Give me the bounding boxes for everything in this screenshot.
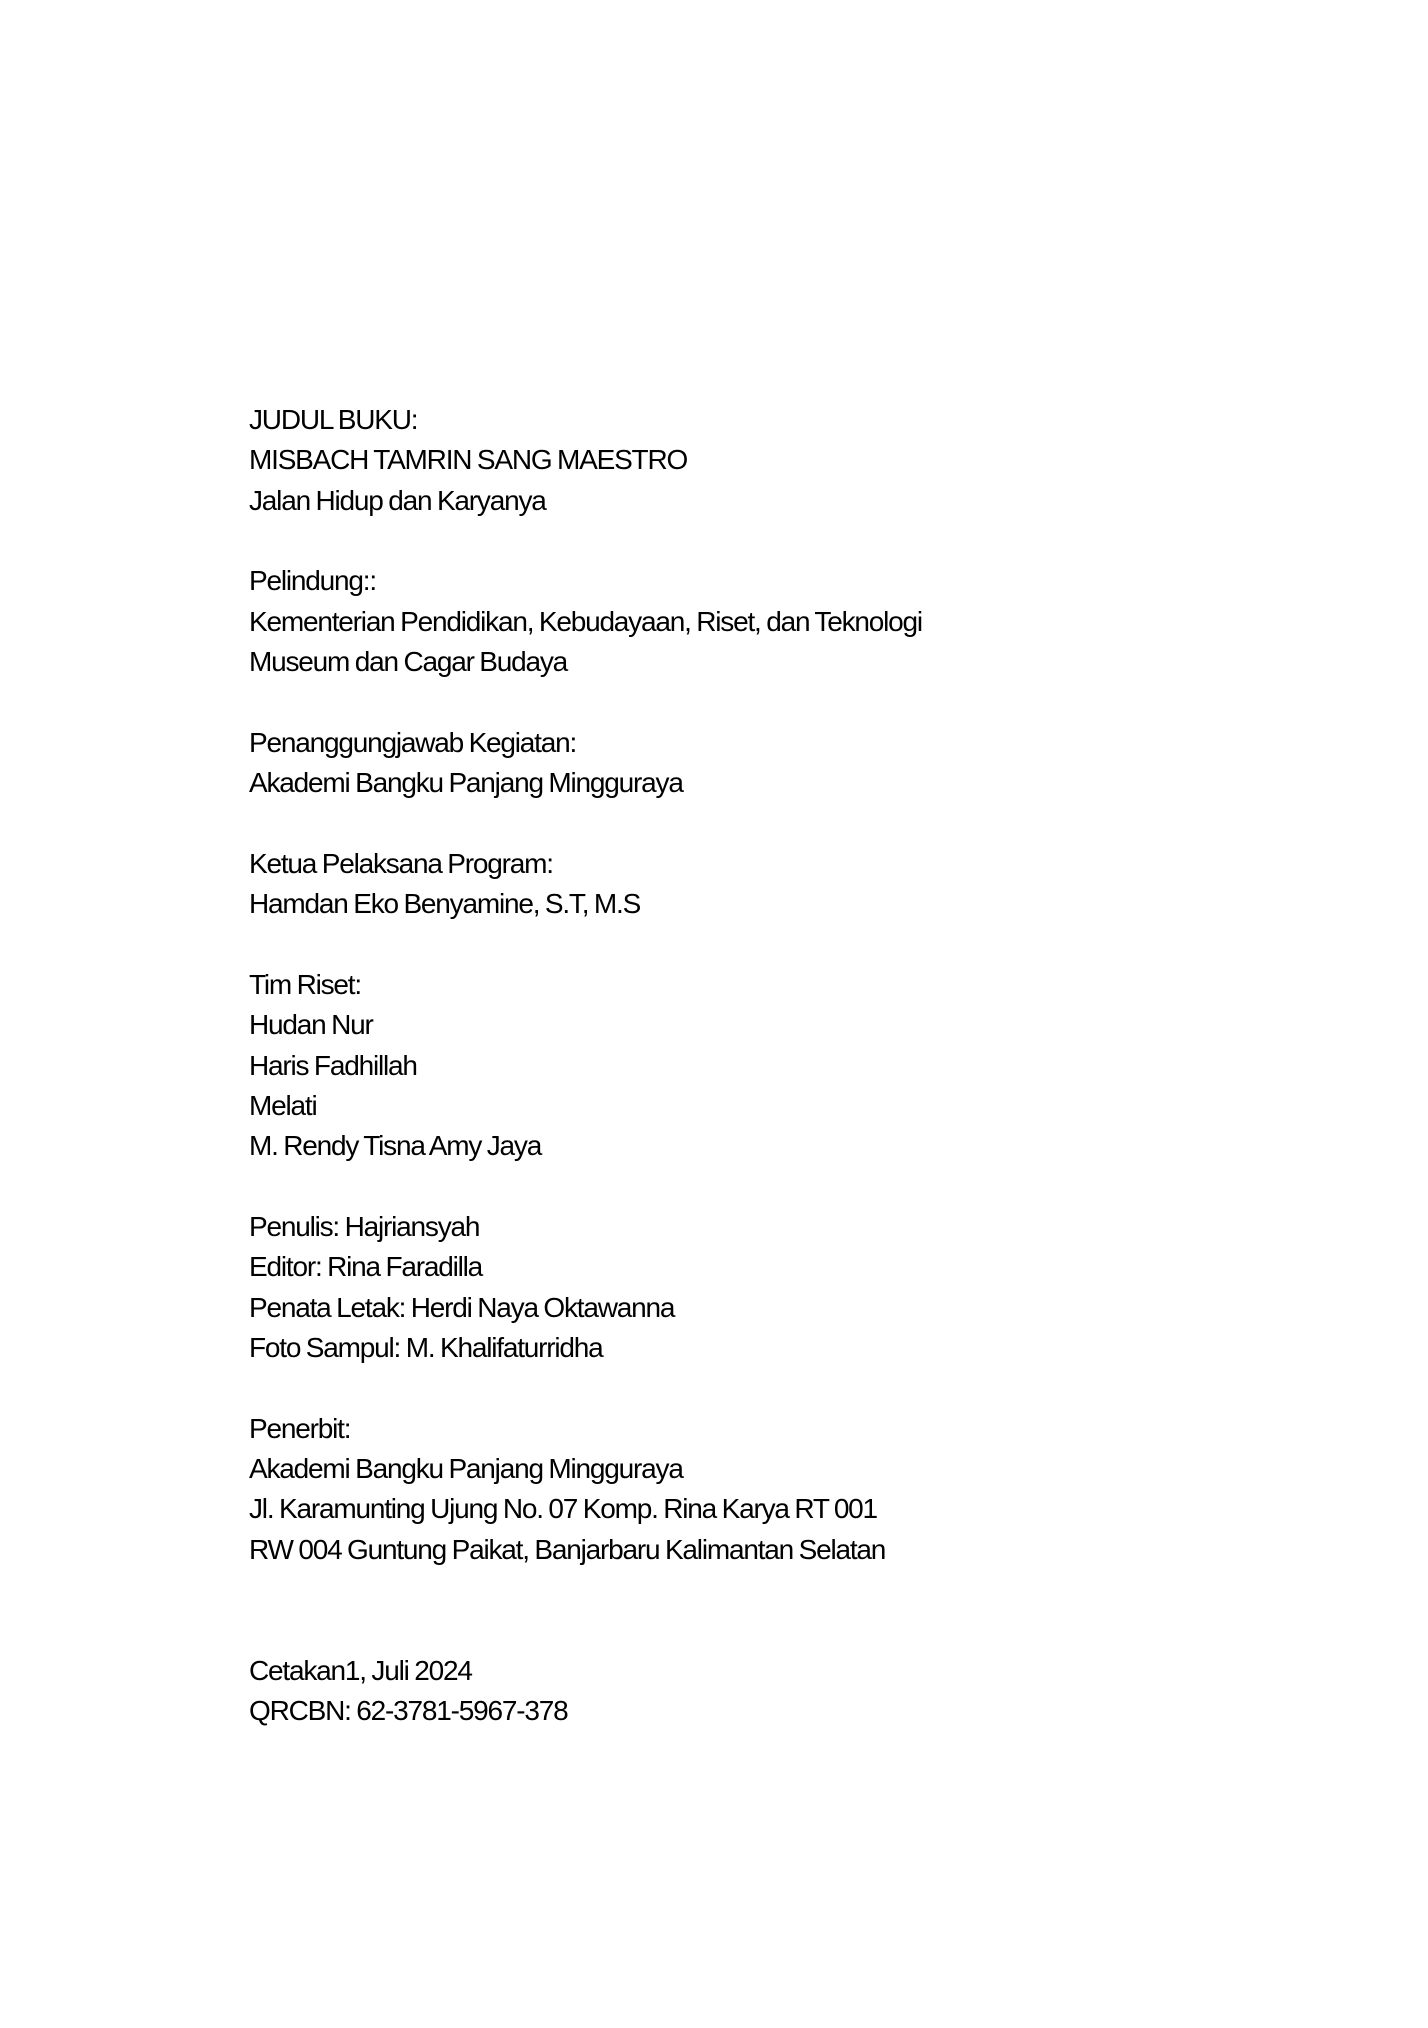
patron-label: Pelindung:: [249,565,376,597]
responsible-section [249,723,1249,804]
edition-info: Cetakan1, Juli 2024 [249,1654,472,1686]
credit-cover-photo: Foto Sampul: M. Khalifaturridha [249,1331,603,1363]
responsible-value: Akademi Bangku Panjang Mingguraya [249,767,683,799]
responsible-label: Penanggungjawab Kegiatan: [249,726,577,758]
title-section [249,400,1249,521]
spacer [249,924,1249,964]
spacer [249,1167,1249,1207]
chair-section [249,844,1249,925]
patron-line: Museum dan Cagar Budaya [249,646,568,678]
colophon-page [249,400,1249,1731]
book-title: MISBACH TAMRIN SANG MAESTRO [249,444,688,476]
qrcbn-number: QRCBN: 62-3781-5967-378 [249,1695,568,1726]
chair-value: Hamdan Eko Benyamine, S.T, M.S [249,888,641,920]
spacer [249,682,1249,722]
research-team-member: Haris Fadhillah [249,1049,417,1081]
edition-section [249,1651,1249,1732]
spacer [249,1570,1249,1651]
spacer [249,803,1249,843]
research-team-label: Tim Riset: [249,968,361,1000]
credits-section [249,1207,1249,1368]
book-title-label: JUDUL BUKU: [249,404,418,435]
research-team-member: Hudan Nur [249,1009,373,1041]
credit-writer: Penulis: Hajriansyah [249,1210,480,1242]
publisher-section [249,1409,1249,1570]
book-subtitle: Jalan Hidup dan Karyanya [249,484,546,516]
publisher-label: Penerbit: [249,1412,351,1444]
research-team-section [249,965,1249,1167]
credit-layout: Penata Letak: Herdi Naya Oktawanna [249,1291,675,1323]
publisher-address-line: Jl. Karamunting Ujung No. 07 Komp. Rina Karya RT 001 [249,1493,877,1525]
patron-line: Kementerian Pendidikan, Kebudayaan, Riset, dan Teknologi [249,605,922,637]
spacer [249,1368,1249,1408]
spacer [249,521,1249,561]
chair-label: Ketua Pelaksana Program: [249,847,553,879]
research-team-member: Melati [249,1089,317,1121]
patron-section [249,561,1249,682]
credit-editor: Editor: Rina Faradilla [249,1251,483,1283]
research-team-member: M. Rendy Tisna Amy Jaya [249,1130,542,1162]
publisher-name: Akademi Bangku Panjang Mingguraya [249,1452,683,1484]
publisher-address-line: RW 004 Guntung Paikat, Banjarbaru Kalimantan Selatan [249,1533,886,1565]
